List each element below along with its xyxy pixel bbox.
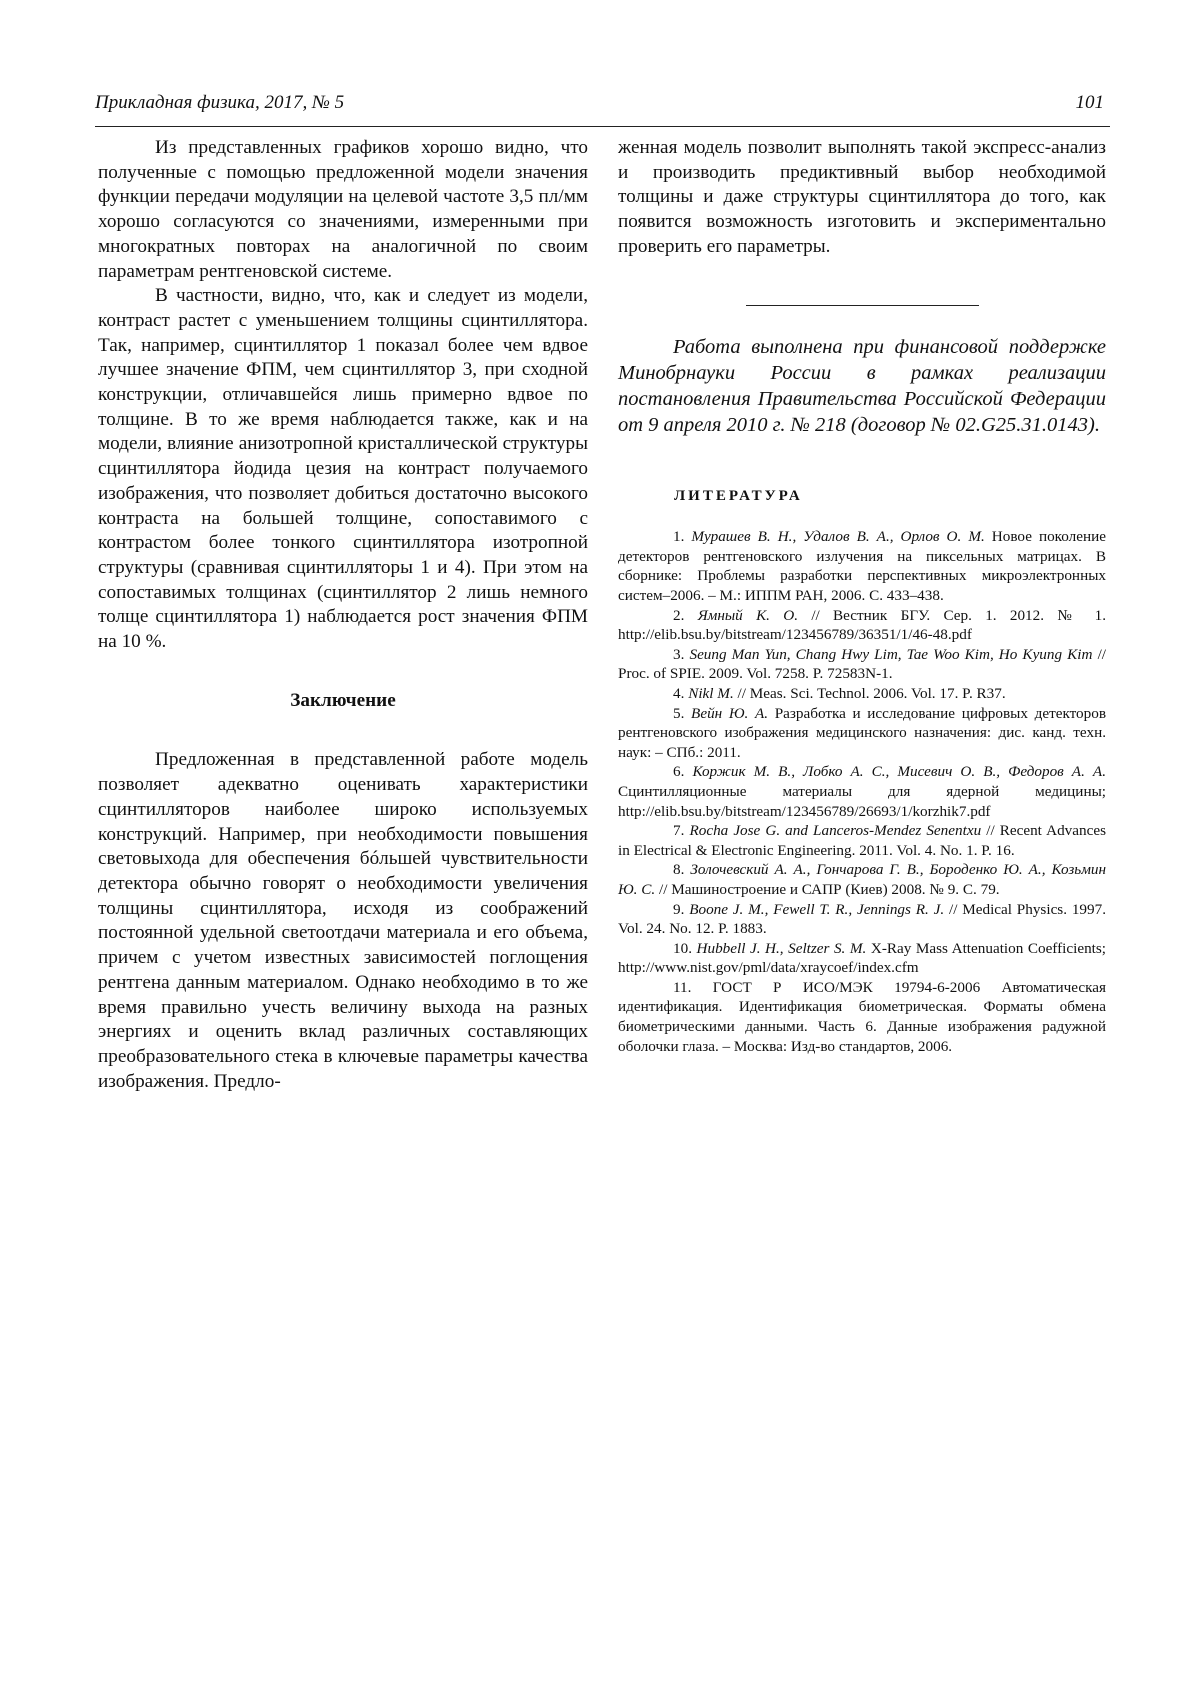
references-title: ЛИТЕРАТУРА: [674, 487, 803, 504]
reference-item: [618, 939, 1106, 978]
journal-title: Прикладная физика, 2017, № 5: [95, 92, 345, 113]
running-header: [95, 92, 1110, 127]
reference-item: [618, 821, 1106, 860]
reference-text: // Машиностроение и САПР (Киев) 2008. № 9. С. 79.: [659, 880, 1000, 898]
reference-number: 6.: [673, 763, 685, 781]
reference-number: 8.: [673, 861, 685, 879]
reference-text: Новое поколение детекторов рентгеновского излучения на пиксельных матрицах. В сборнике: Проблемы разработки перспективных микроэлектронных систем–2006. – М.: ИППМ РАН, 2006. С. 433–438.: [618, 528, 1106, 604]
reference-authors: Вейн Ю. А.: [691, 704, 769, 722]
body-paragraph: Из представленных графиков хорошо видно, что полученные с помощью предложенной модели значения функции передачи модуляции на целевой частоте 3,5 пл/мм хорошо согласуются со значениями, измеренными при многократных повторах на аналогичной по своим параметрам рентгеновской системе.: [98, 137, 588, 282]
references-list: [618, 527, 1106, 1056]
reference-authors: Мурашев В. Н., Удалов В. А., Орлов О. М.: [691, 528, 985, 546]
reference-number: 9.: [673, 900, 685, 918]
body-paragraph: В частности, видно, что, как и следует из модели, контраст растет с уменьшением толщины сцинтиллятора. Так, например, сцинтиллятор 1 показал более чем вдвое лучшее значение ФПМ, чем сцинтиллятор 3, при сходной конструкции, отличавшейся лишь примерно вдвое по толщине. В то же время наблюдается также, как и на модели, влияние анизотропной кристаллической структуры сцинтиллятора йодида цезия на контраст получаемого изображения, что позволяет добиться достаточно высокого контраста на большей толщине, сопоставимого с контрастом более тонкого сцинтиллятора изотропной структуры (сравнивая сцинтилляторы 1 и 4). При этом на сопоставимых толщинах (сцинтиллятор 2 лишь немного толще сцинтиллятора 1) наблюдается рост значения ФПМ на 10 %.: [98, 285, 588, 653]
reference-text: // Proc. of SPIE. 2009. Vol. 7258. P. 72583N-1.: [618, 645, 1107, 683]
reference-text: ГОСТ Р ИСО/МЭК 19794-6-2006 Автоматическая идентификация. Идентификация биометрическая. Форматы обмена биометрическими данными. Часть 6. Данные изображения радужной оболочки глаза. – Москва: Изд-во стандартов, 2006.: [618, 978, 1107, 1055]
reference-number: 5.: [673, 704, 685, 722]
right-column: [618, 136, 1106, 1056]
reference-number: 10.: [673, 939, 692, 957]
page-number: 101: [1075, 92, 1104, 113]
divider-line: [746, 305, 979, 306]
reference-text: // Recent Advances in Electrical & Electronic Engineering. 2011. Vol. 4. No. 1. P. 16.: [618, 822, 1107, 859]
reference-item: [618, 762, 1106, 821]
reference-authors: Ямный К. О.: [697, 606, 799, 624]
reference-authors: Hubbell J. H., Seltzer S. M.: [696, 939, 867, 957]
reference-number: 11.: [673, 978, 692, 996]
reference-item: [618, 704, 1106, 763]
left-column: [98, 136, 588, 1094]
reference-authors: Золочевский А. А., Гончарова Г. В., Бороденко Ю. А., Козьмин Ю. С.: [618, 861, 1107, 898]
continuation-paragraph: женная модель позволит выполнять такой экспресс-анализ и производить предиктивный выбор необходимой толщины и даже структуры сцинтиллятора до того, как появится возможность изготовить и экспериментально проверить его параметры.: [618, 137, 1106, 257]
reference-item: [618, 645, 1106, 684]
reference-text: // Medical Physics. 1997. Vol. 24. No. 12. P. 1883.: [618, 900, 1106, 938]
reference-authors: Коржик М. В., Лобко А. С., Мисевич О. В., Федоров А. А.: [692, 763, 1106, 781]
reference-item: [618, 606, 1106, 645]
reference-item: [618, 860, 1106, 899]
reference-text: Разработка и исследование цифровых детекторов рентгеновского изображения медицинского назначения: дис. канд. техн. наук: – СПб.: 2011.: [618, 704, 1107, 761]
reference-text: X-Ray Mass Attenuation Coefficients; http://www.nist.gov/pml/data/xraycoef/index.cfm: [618, 939, 1107, 977]
reference-authors: Nikl M.: [688, 684, 734, 702]
reference-number: 2.: [673, 606, 685, 624]
reference-item: [618, 527, 1106, 605]
reference-text: // Meas. Sci. Technol. 2006. Vol. 17. P. R37.: [737, 684, 1006, 702]
reference-authors: Boone J. M., Fewell T. R., Jennings R. J.: [689, 900, 945, 918]
reference-authors: Seung Man Yun, Chang Hwy Lim, Tae Woo Kim, Ho Kyung Kim: [689, 645, 1093, 663]
acknowledgement: Работа выполнена при финансовой поддержке Минобрнауки России в рамках реализации постановления Правительства Российской Федерации от 9 апреля 2010 г. № 218 (договор № 02.G25.31.0143).: [618, 335, 1106, 436]
reference-number: 4.: [673, 684, 685, 702]
conclusion-paragraph: Предложенная в представленной работе модель позволяет адекватно оценивать характеристики сцинтилляторов наиболее широко используемых конструкций. Например, при необходимости повышения световыхода для обеспечения бóльшей чувствительности детектора обычно говорят о необходимости увеличения толщины сцинтиллятора, исходя из соображений постоянной удельной светоотдачи материала и его объема, причем с учетом известных зависимостей поглощения рентгена данным материалом. Однако необходимо в то же время правильно учесть величину выхода на разных энергиях и оценить вклад различных составляющих преобразовательного стека в ключевые параметры качества изображения. Предло-: [98, 749, 588, 1092]
reference-text: Сцинтилляционные материалы для ядерной медицины; http://elib.bsu.by/bitstream/123456789/26693/1/korzhik7.pdf: [618, 782, 1106, 820]
reference-item: [618, 684, 1106, 704]
reference-authors: Rocha Jose G. and Lanceros-Mendez Senentxu: [689, 822, 982, 840]
reference-number: 7.: [673, 822, 685, 840]
section-title: Заключение: [290, 689, 396, 711]
reference-item: [618, 978, 1106, 1056]
reference-item: [618, 900, 1106, 939]
reference-text: // Вестник БГУ. Сер. 1. 2012. № 1. http://elib.bsu.by/bitstream/123456789/36351/1/46-48.pdf: [618, 606, 1107, 644]
reference-number: 1.: [673, 528, 685, 546]
reference-number: 3.: [673, 645, 685, 663]
